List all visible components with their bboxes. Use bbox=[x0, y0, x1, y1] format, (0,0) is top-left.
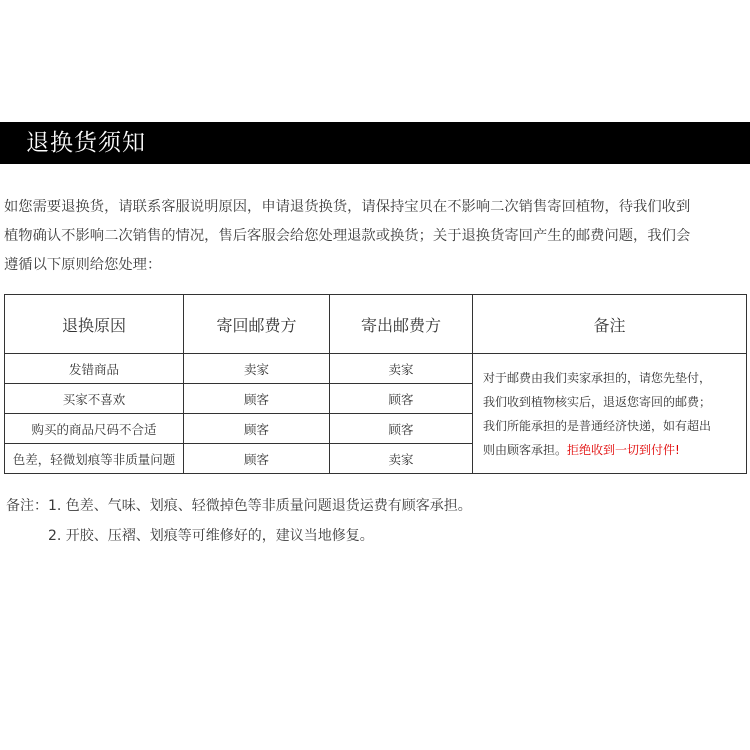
reason-cell: 购买的商品尺码不合适 bbox=[5, 414, 184, 444]
outbound-payer-cell: 卖家 bbox=[330, 354, 473, 384]
remark-text: 则由顾客承担。 bbox=[483, 442, 568, 457]
page-title: 退换货须知 bbox=[26, 130, 146, 156]
remark-cell bbox=[473, 354, 747, 474]
remark-line: 我们所能承担的是普通经济快递，如有超出 bbox=[483, 418, 712, 433]
return-payer-cell: 顾客 bbox=[184, 384, 330, 414]
remark-warning: 拒绝收到一切到付件! bbox=[567, 442, 680, 457]
return-payer-cell: 顾客 bbox=[184, 444, 330, 474]
reason-cell: 色差，轻微划痕等非质量问题 bbox=[5, 444, 184, 474]
return-policy-table bbox=[4, 294, 747, 474]
reason-cell: 发错商品 bbox=[5, 354, 184, 384]
note-line: 2. 开胶、压褶、划痕等可维修好的，建议当地修复。 bbox=[48, 528, 374, 544]
intro-paragraph bbox=[4, 193, 748, 280]
intro-line: 如您需要退换货，请联系客服说明原因，申请退货换货，请保持宝贝在不影响二次销售寄回植物，待我们收到 bbox=[4, 199, 691, 215]
return-payer-cell: 顾客 bbox=[184, 414, 330, 444]
header-remarks: 备注 bbox=[473, 295, 747, 354]
outbound-payer-cell: 顾客 bbox=[330, 384, 473, 414]
return-payer-cell: 卖家 bbox=[184, 354, 330, 384]
remark-line: 我们收到植物核实后，退返您寄回的邮费； bbox=[483, 394, 712, 409]
intro-line: 植物确认不影响二次销售的情况，售后客服会给您处理退款或换货；关于退换货寄回产生的邮费问题，我们会 bbox=[4, 228, 691, 244]
remark-line: 对于邮费由我们卖家承担的，请您先垫付， bbox=[483, 370, 712, 385]
reason-cell: 买家不喜欢 bbox=[5, 384, 184, 414]
header-outbound-shipping-payer: 寄出邮费方 bbox=[330, 295, 473, 354]
outbound-payer-cell: 卖家 bbox=[330, 444, 473, 474]
remark-line bbox=[483, 438, 746, 462]
header-return-shipping-payer: 寄回邮费方 bbox=[184, 295, 330, 354]
outbound-payer-cell: 顾客 bbox=[330, 414, 473, 444]
table-header-row bbox=[5, 295, 747, 354]
table-row bbox=[5, 354, 747, 384]
notes-section bbox=[6, 491, 746, 551]
title-bar bbox=[0, 122, 750, 164]
header-reason: 退换原因 bbox=[5, 295, 184, 354]
intro-line: 遵循以下原则给您处理： bbox=[4, 257, 162, 273]
note-line: 备注：1. 色差、气味、划痕、轻微掉色等非质量问题退货运费有顾客承担。 bbox=[6, 498, 472, 514]
